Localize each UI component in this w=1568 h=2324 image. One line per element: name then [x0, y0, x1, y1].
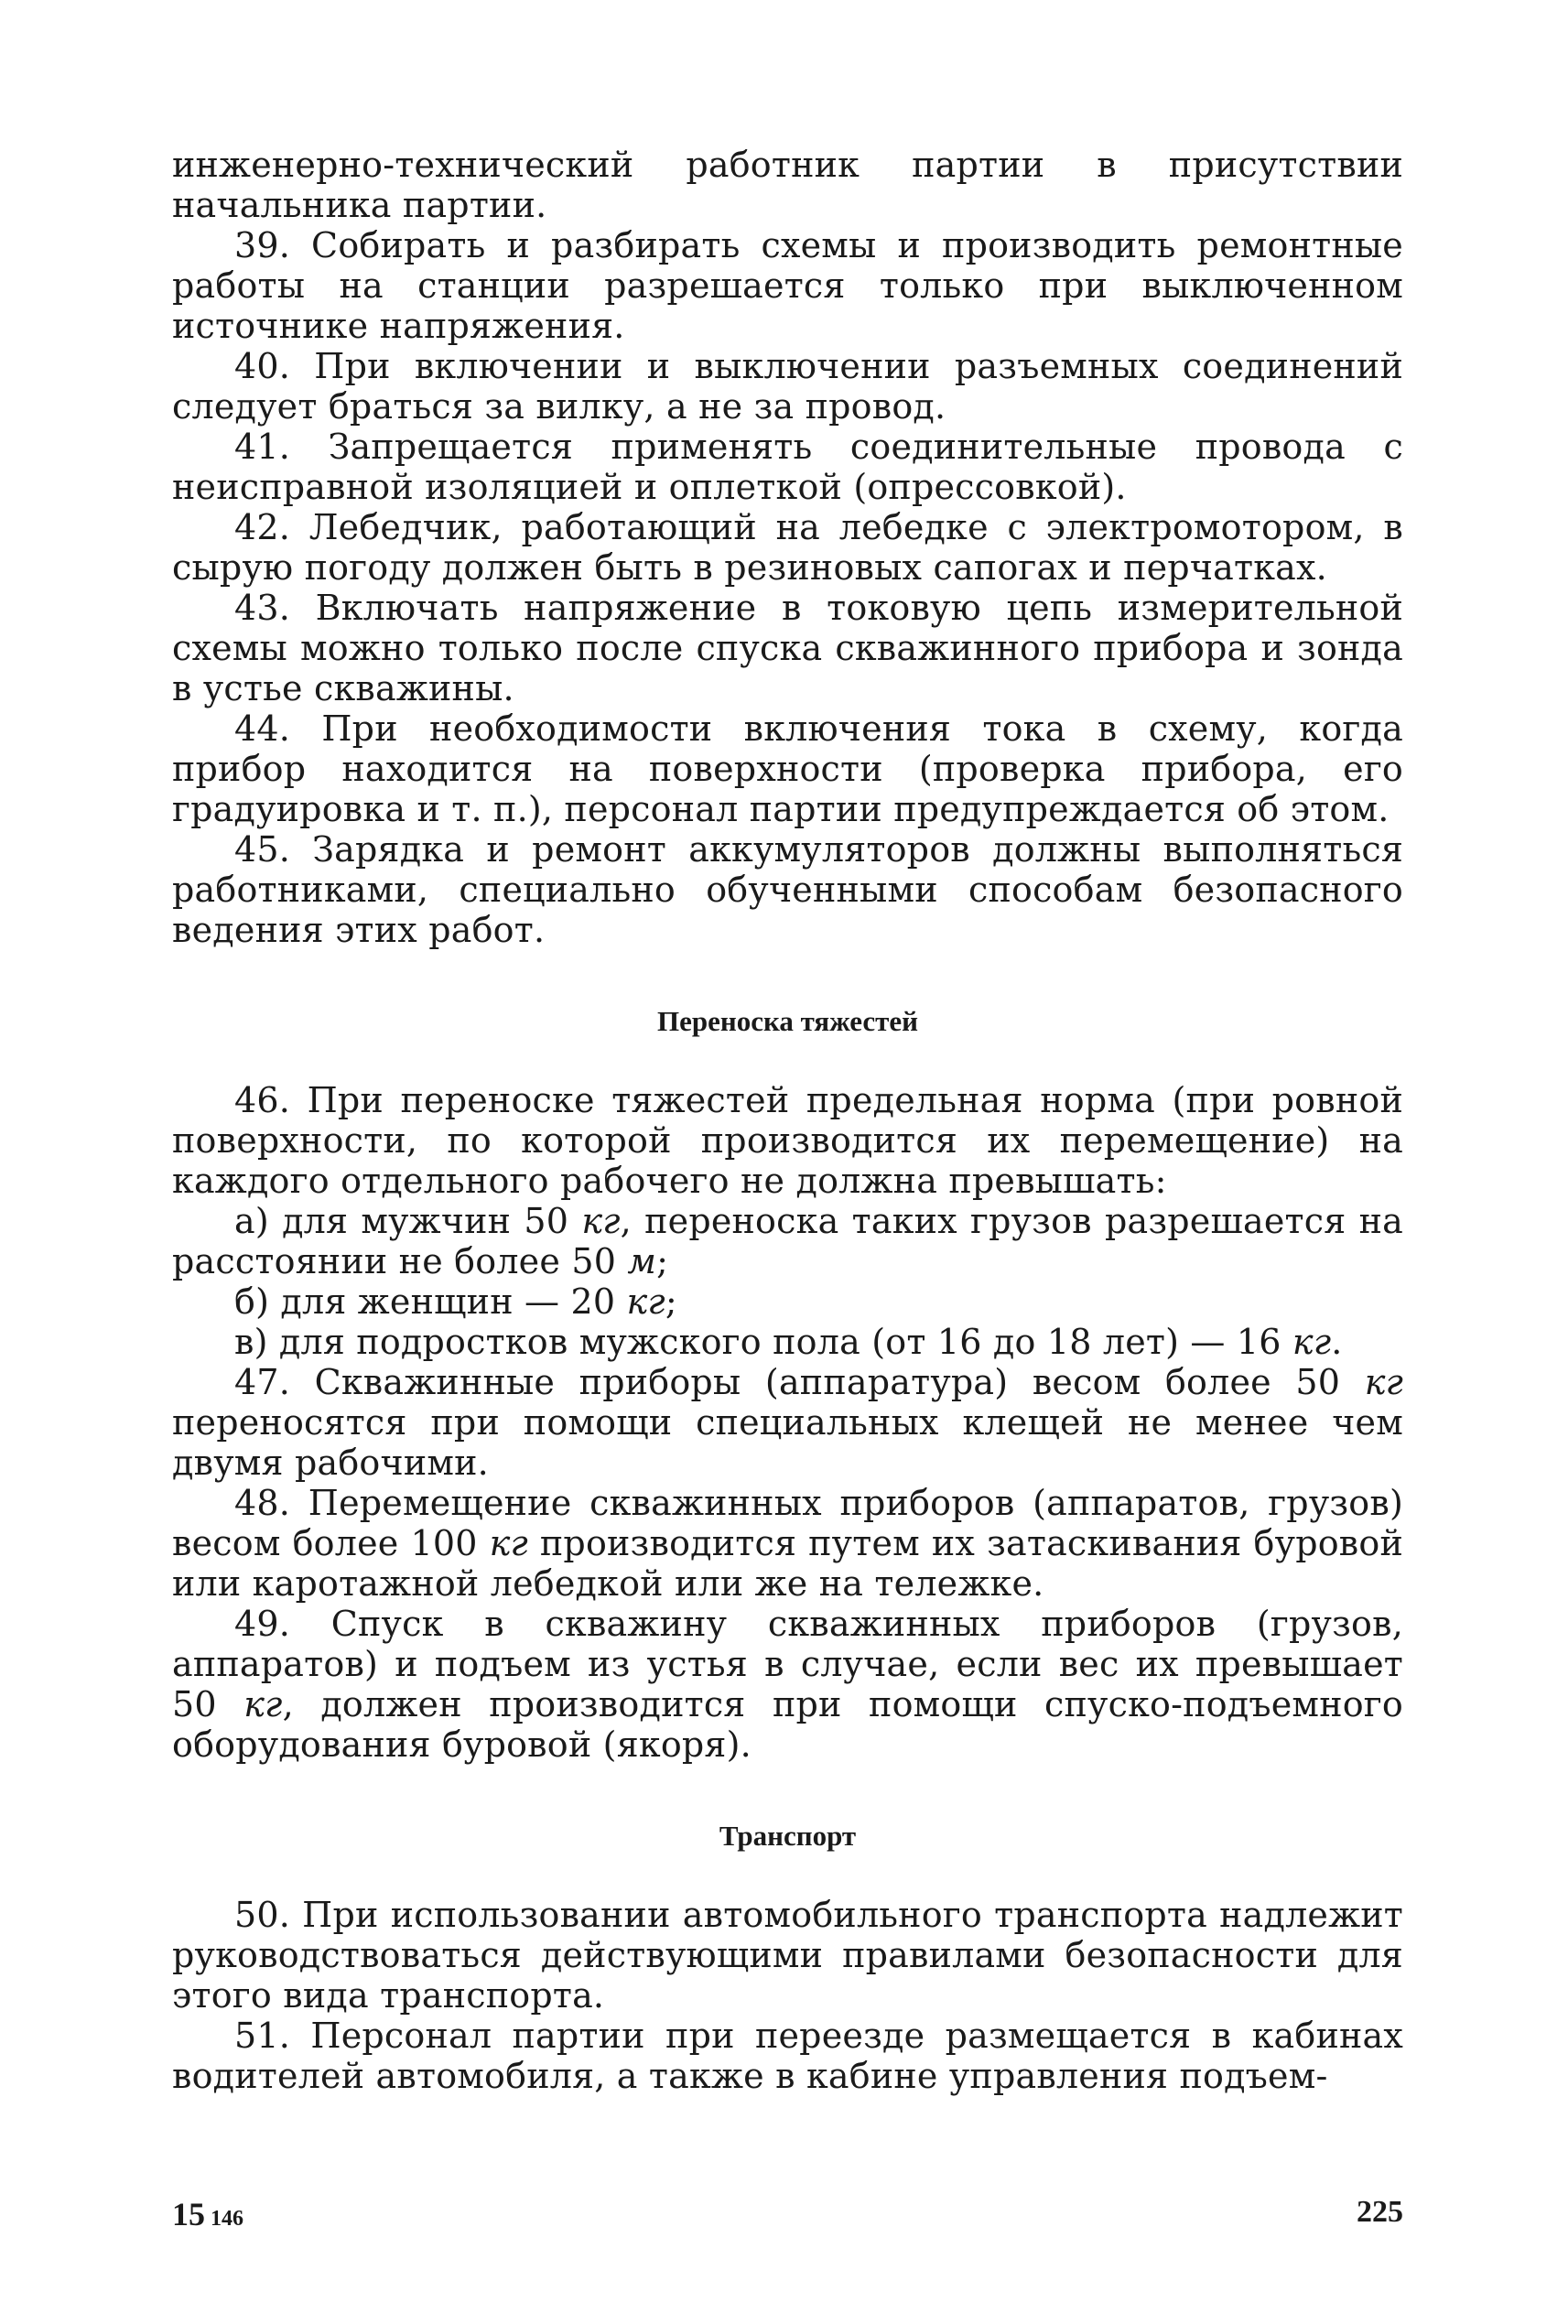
text-46b-1: б) для женщин — 20 [234, 1281, 627, 1322]
unit-m: м [627, 1241, 657, 1281]
unit-kg: кг [243, 1684, 283, 1724]
text-46a-3: ; [656, 1241, 669, 1281]
paragraph-46: 46. При переноске тяжестей предельная норма (при ровной поверхности, по которой производится их перемещение) на каждого отдельного рабочего не должна превышать: [172, 1080, 1403, 1201]
paragraph-43: 43. Включать напряжение в токовую цепь измерительной схемы можно только после спуска скважинного прибора и зонда в устье скважины. [172, 588, 1403, 708]
paragraph-41: 41. Запрещается применять соединительные провода с неисправной изоляцией и оплеткой (опрессовкой). [172, 427, 1403, 507]
text-49-1: 49. Спуск в скважину скважинных приборов (грузов, аппаратов) и подъем из устья в случае, если вес их превышает 50 [172, 1604, 1403, 1724]
section-heading-transport: Транспорт [719, 1820, 857, 1852]
unit-kg: кг [1364, 1362, 1403, 1402]
text-48-2: производится путем их затаскивания буровой или каротажной лебедкой или же на тележке. [172, 1523, 1403, 1604]
paragraph-45: 45. Зарядка и ремонт аккумуляторов должны выполняться работниками, специально обученными способам безопасного ведения этих работ. [172, 829, 1403, 950]
page-number: 225 [1357, 2195, 1403, 2229]
paragraph-48 [172, 1483, 1403, 1604]
signature-number: 15 [172, 2196, 205, 2232]
text-46a-1: а) для мужчин 50 [234, 1201, 582, 1241]
unit-kg: кг [489, 1523, 528, 1563]
paragraph-47 [172, 1362, 1403, 1483]
page-body [172, 145, 1403, 2096]
paragraph-40: 40. При включении и выключении разъемных соединений следует браться за вилку, а не за провод. [172, 346, 1403, 427]
paragraph-50: 50. При использовании автомобильного транспорта надлежит руководствоваться действующими правилами безопасности для этого вида транспорта. [172, 1895, 1403, 2016]
printer-signature [172, 2195, 243, 2233]
unit-kg: кг [1292, 1322, 1332, 1362]
paragraph-continuation: инженерно-технический работник партии в присутствии начальника партии. [172, 145, 1403, 225]
unit-kg: кг [626, 1281, 665, 1322]
text-49-2: , должен производится при помощи спуско-подъемного оборудования буровой (якоря). [172, 1684, 1403, 1765]
text-47-2: переносятся при помощи специальных клещей не менее чем двумя рабочими. [172, 1402, 1403, 1483]
text-46v-1: в) для подростков мужского пола (от 16 до 18 лет) — 16 [234, 1322, 1292, 1362]
text-48-1: 48. Перемещение скважинных приборов (аппаратов, грузов) весом более 100 [172, 1483, 1403, 1563]
text-46v-2: . [1331, 1322, 1343, 1362]
paragraph-39: 39. Собирать и разбирать схемы и производить ремонтные работы на станции разрешается только при выключенном источнике напряжения. [172, 225, 1403, 346]
text-47-1: 47. Скважинные приборы (аппаратура) весом более 50 [234, 1362, 1365, 1402]
paragraph-46a [172, 1201, 1403, 1281]
paragraph-44: 44. При необходимости включения тока в схему, когда прибор находится на поверхности (проверка прибора, его градуировка и т. п.), персонал партии предупреждается об этом. [172, 708, 1403, 829]
section-heading-weights: Переноска тяжестей [656, 1005, 919, 1037]
paragraph-51: 51. Персонал партии при переезде размещается в кабинах водителей автомобиля, а также в кабине управления подъем- [172, 2016, 1403, 2096]
text-46b-2: ; [665, 1281, 677, 1322]
paragraph-46b [172, 1281, 1403, 1322]
paragraph-46v [172, 1322, 1403, 1362]
unit-kg: кг [581, 1201, 621, 1241]
paragraph-42: 42. Лебедчик, работающий на лебедке с электромотором, в сырую погоду должен быть в резиновых сапогах и перчатках. [172, 507, 1403, 588]
text-46a-2: , переноска таких грузов разрешается на расстоянии не более 50 [172, 1201, 1403, 1281]
paragraph-49 [172, 1604, 1403, 1765]
signature-subnumber: 146 [211, 2207, 243, 2231]
